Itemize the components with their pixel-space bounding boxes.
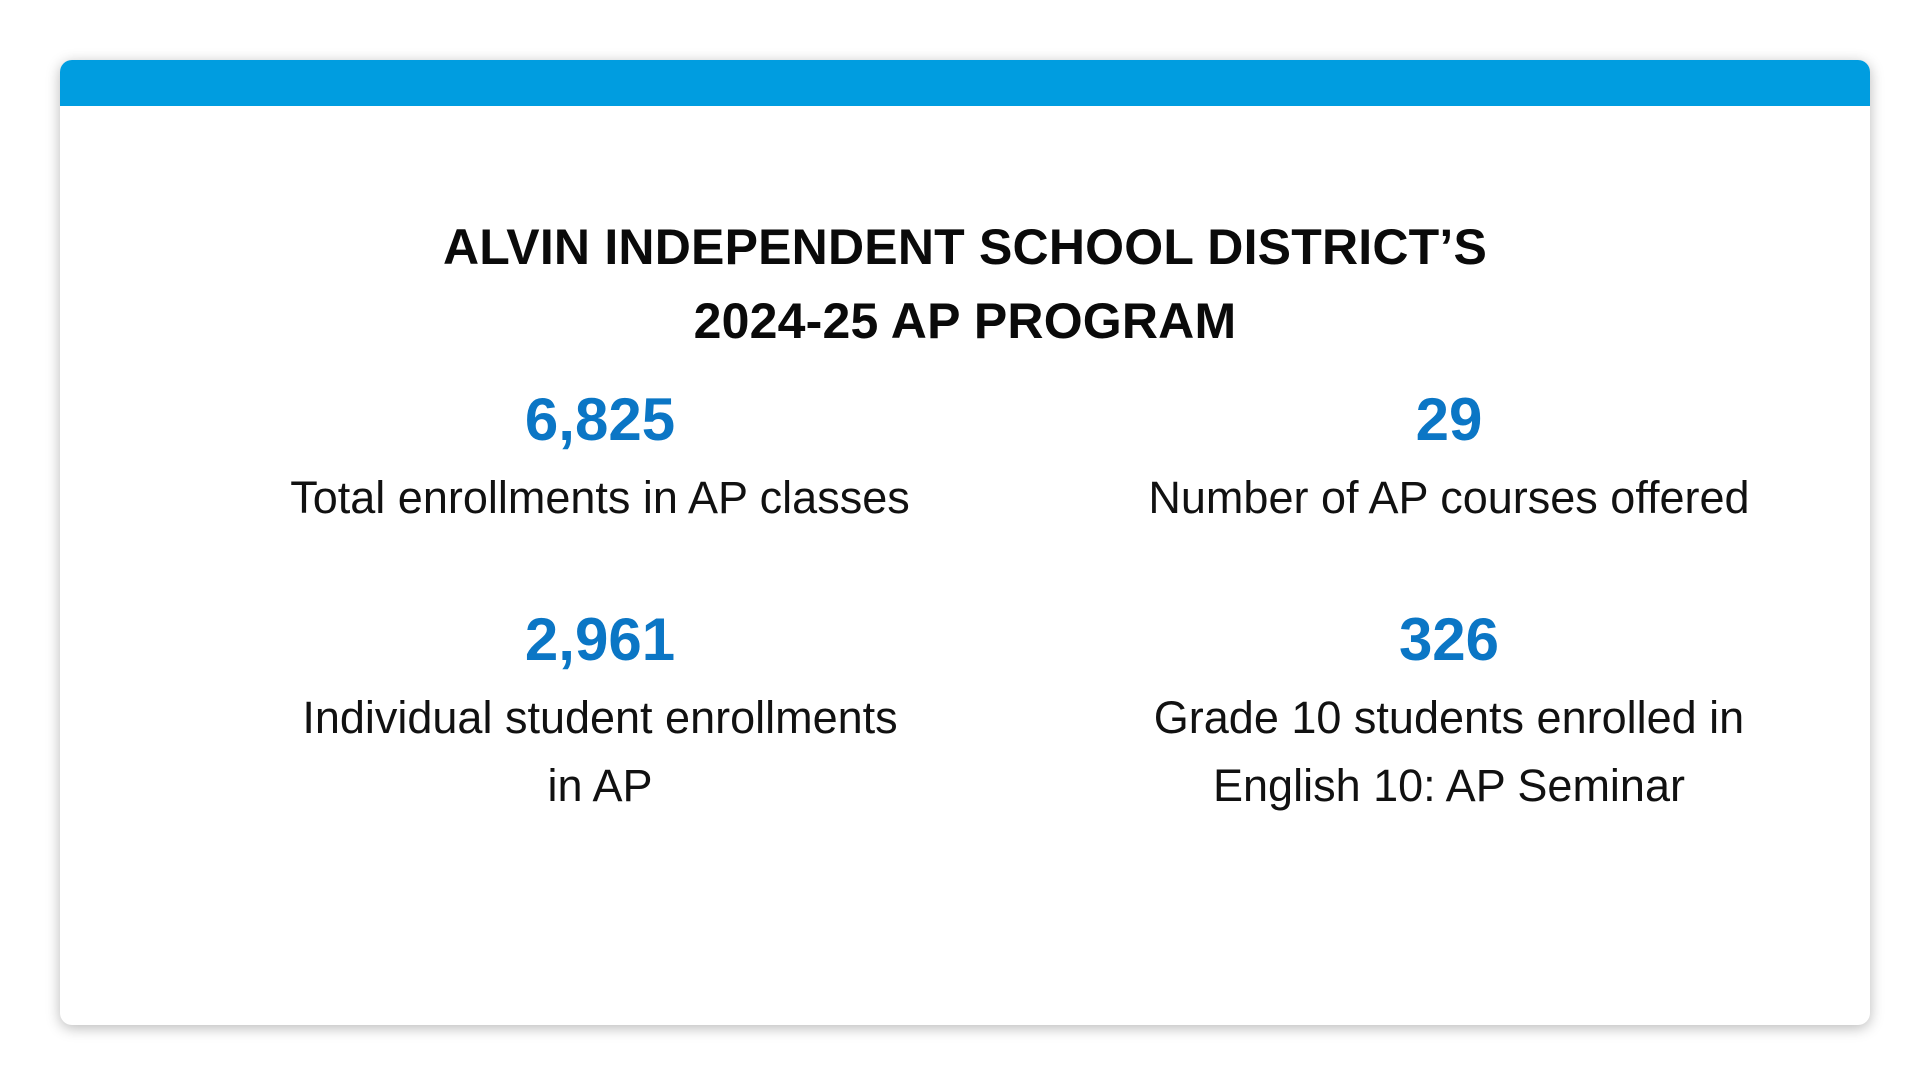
stat-label	[220, 684, 980, 820]
stat-label-line-2: English 10: AP Seminar	[1213, 760, 1685, 811]
stat-value: 2,961	[524, 606, 676, 673]
stat-grade-10-seminar	[1069, 605, 1829, 820]
stat-label: Total enrollments in AP classes	[290, 472, 910, 523]
stat-value: 6,825	[524, 386, 676, 453]
stat-total-enrollments	[220, 385, 980, 532]
stat-value: 29	[1415, 386, 1483, 453]
stats-card	[60, 60, 1870, 1025]
stat-label: Number of AP courses offered	[1148, 472, 1750, 523]
stat-label-line-2: in AP	[547, 760, 653, 811]
stat-label	[1069, 684, 1829, 820]
stat-courses-offered	[1069, 385, 1829, 532]
card-accent-bar	[60, 60, 1870, 106]
card-title	[60, 210, 1870, 358]
stat-individual-students	[220, 605, 980, 820]
card-title-line-2: 2024-25 AP PROGRAM	[693, 293, 1237, 349]
stat-value: 326	[1398, 606, 1500, 673]
stat-label-line-1: Grade 10 students enrolled in	[1153, 692, 1745, 743]
stat-label-line-1: Individual student enrollments	[302, 692, 898, 743]
card-title-line-1: ALVIN INDEPENDENT SCHOOL DISTRICT’S	[442, 219, 1488, 275]
